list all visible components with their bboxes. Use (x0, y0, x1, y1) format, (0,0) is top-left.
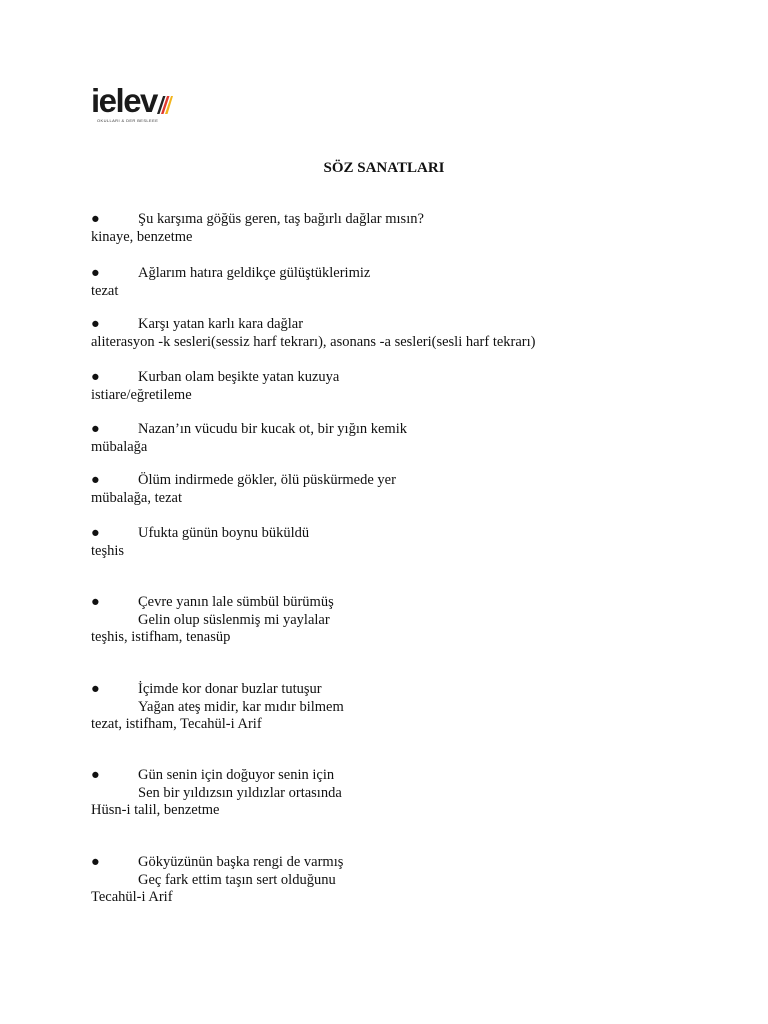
entry-7 (91, 525, 310, 560)
answer-line: kinaye, benzetme (91, 228, 193, 245)
verse-line: Çevre yanın lale sümbül bürümüş (138, 594, 334, 610)
ielev-logo (91, 84, 183, 128)
entry-9 (91, 681, 344, 734)
logo-tagline: OKULLARI & DER BESLEEE (97, 118, 159, 123)
entry-11 (91, 854, 344, 907)
bullet: ● (91, 211, 100, 227)
answer-line: tezat (91, 282, 119, 299)
entry-6 (91, 472, 396, 507)
bullet: ● (91, 854, 100, 870)
verse-line: Ufukta günün boynu büküldü (138, 525, 310, 541)
verse-line: Şu karşıma göğüs geren, taş bağırlı dağlar mısın? (138, 211, 424, 227)
bullet: ● (91, 369, 100, 385)
bullet: ● (91, 316, 100, 332)
entry-10 (91, 767, 342, 820)
verse-line: Nazan’ın vücudu bir kucak ot, bir yığın kemik (138, 421, 407, 437)
verse-line: Kurban olam beşikte yatan kuzuya (138, 369, 340, 385)
bullet: ● (91, 265, 100, 281)
answer-line: tezat, istifham, Tecahül-i Arif (91, 716, 262, 732)
answer-line: teşhis (91, 542, 125, 559)
bullet: ● (91, 681, 100, 697)
entry-8 (91, 594, 334, 647)
entry-2 (91, 265, 371, 300)
bullet: ● (91, 767, 100, 783)
bullet: ● (91, 421, 100, 437)
answer-line: aliterasyon -k sesleri(sessiz harf tekrarı), asonans -a sesleri(sesli harf tekrarı) (91, 333, 536, 350)
answer-line: mübalağa, tezat (91, 489, 182, 506)
logo-wordmark: ielev (91, 82, 157, 119)
bullet: ● (91, 525, 100, 541)
verse-line: Gelin olup süslenmiş mi yaylalar (138, 611, 330, 628)
verse-line: Yağan ateş midir, kar mıdır bilmem (138, 698, 344, 715)
answer-line: Hüsn-i talil, benzetme (91, 802, 220, 818)
entry-4 (91, 369, 340, 404)
verse-line: Gökyüzünün başka rengi de varmış (138, 854, 344, 870)
logo-flag-stripes (155, 94, 173, 116)
entry-5 (91, 421, 407, 456)
verse-line: Gün senin için doğuyor senin için (138, 767, 335, 783)
verse-line: Ölüm indirmede gökler, ölü püskürmede yer (138, 472, 396, 488)
verse-line: İçimde kor donar buzlar tutuşur (138, 681, 322, 697)
verse-line: Geç fark ettim taşın sert olduğunu (138, 871, 336, 888)
answer-line: istiare/eğretileme (91, 386, 192, 403)
page-title: SÖZ SANATLARI (323, 160, 445, 176)
entry-3 (91, 316, 535, 351)
verse-line: Karşı yatan karlı kara dağlar (138, 316, 304, 332)
answer-line: teşhis, istifham, tenasüp (91, 629, 231, 645)
bullet: ● (91, 472, 100, 488)
answer-line: Tecahül-i Arif (91, 889, 173, 905)
verse-line: Sen bir yıldızsın yıldızlar ortasında (138, 784, 342, 801)
entry-1 (91, 211, 424, 246)
verse-line: Ağlarım hatıra geldikçe gülüştüklerimiz (138, 265, 371, 281)
bullet: ● (91, 594, 100, 610)
answer-line: mübalağa (91, 438, 148, 455)
